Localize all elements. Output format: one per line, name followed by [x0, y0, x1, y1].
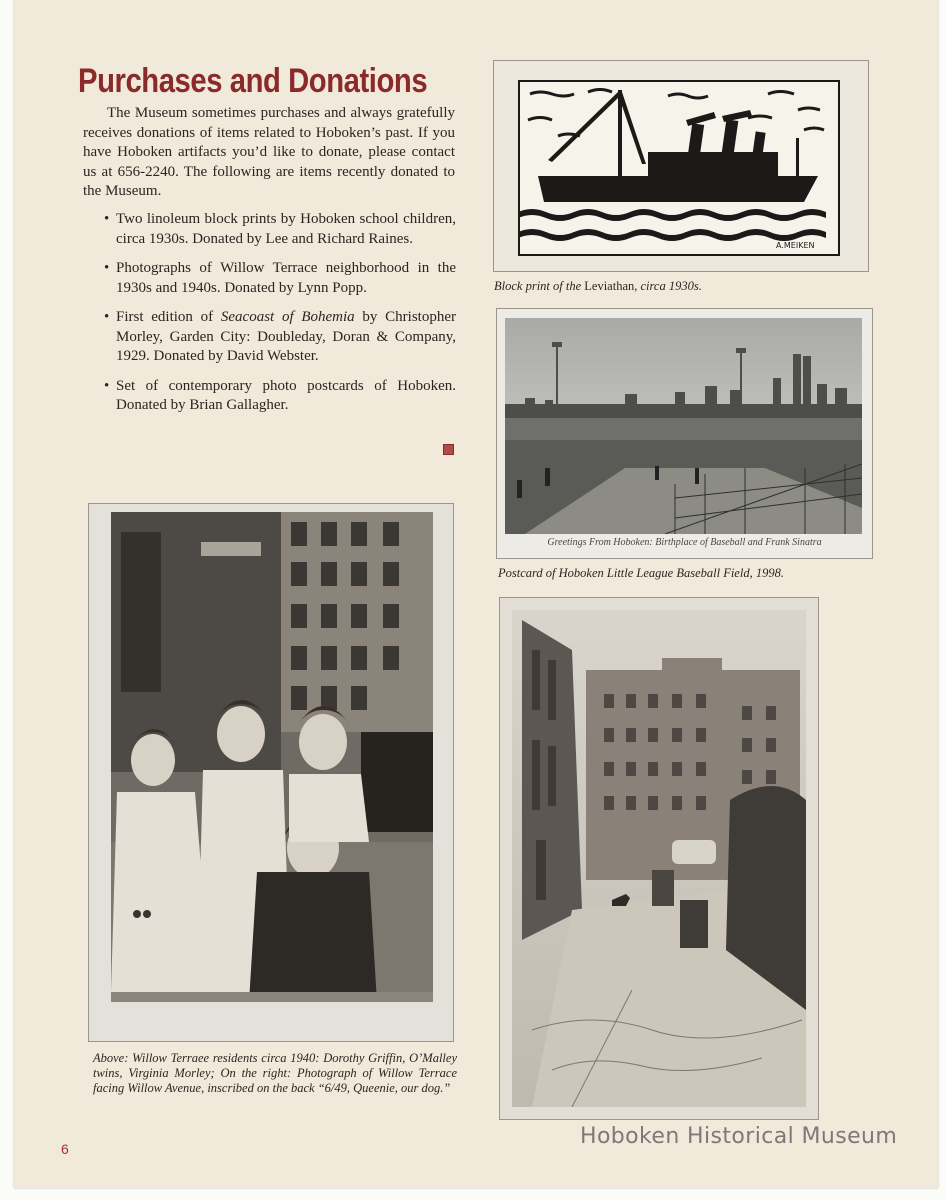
bullet-mark: •	[104, 260, 110, 276]
postcard-caption: Postcard of Hoboken Little League Baseball Field, 1998.	[498, 566, 784, 580]
list-item-text-after: by Christopher Morley, Garden City: Doubleday, Doran & Company, 1929. Donated by David Webster.	[116, 309, 456, 364]
list-item-text-before: First edition of	[116, 309, 221, 325]
donation-list	[104, 210, 456, 426]
list-item	[104, 377, 456, 416]
page-number: 6	[61, 1141, 69, 1157]
caption-text: circa 1930s.	[637, 279, 702, 293]
book-title: Seacoast of Bohemia	[220, 309, 355, 325]
residents-caption: Above: Willow Terraee residents circa 1940: Dorothy Griffin, O’Malley twins, Virginia Morley; On the right: Photograph of Willow Terrace facing Willow Avenue, inscribed on the back “6/49, Queenie, our dog.”	[93, 1051, 457, 1095]
street-photo-frame	[499, 597, 819, 1120]
article-title: Purchases and Donations	[78, 62, 428, 100]
block-print-caption	[494, 279, 702, 294]
list-item	[104, 259, 456, 298]
museum-watermark: Hoboken Historical Museum	[580, 1124, 898, 1149]
print-signature: A.MEIKEN	[776, 241, 815, 250]
willow-terrace-street-photo	[512, 610, 806, 1107]
block-print-frame	[493, 60, 869, 272]
article-intro: The Museum sometimes purchases and always gratefully receives donations of items related to Hoboken’s past. If you have Hoboken artifacts you’d like to donate, please contact us at 656-2240. The following are items recently donated to the Museum.	[83, 105, 455, 199]
bullet-mark: •	[104, 309, 110, 325]
bullet-mark: •	[104, 377, 110, 394]
list-item	[104, 210, 456, 249]
leviathan-block-print	[518, 80, 840, 256]
postcard-frame	[496, 308, 873, 559]
bullet-mark: •	[104, 211, 110, 227]
list-item-text: Two linoleum block prints by Hoboken school children, circa 1930s. Donated by Lee and Richard Raines.	[116, 211, 456, 247]
postcard-inscription: Greetings From Hoboken: Birthplace of Baseball and Frank Sinatra	[547, 537, 822, 548]
list-item-text: Photographs of Willow Terrace neighborhood in the 1930s and 1940s. Donated by Lynn Popp.	[116, 260, 456, 296]
list-item	[104, 308, 456, 367]
willow-terrace-residents-photo	[111, 512, 433, 1002]
end-of-article-mark	[443, 444, 454, 455]
list-item-text: Set of contemporary photo postcards of Hoboken. Donated by Brian Gallagher.	[116, 377, 456, 413]
baseball-field-photo	[505, 318, 862, 534]
residents-photo-frame	[88, 503, 454, 1042]
ship-name: Leviathan,	[584, 279, 638, 293]
caption-text: Block print of the	[494, 279, 585, 293]
